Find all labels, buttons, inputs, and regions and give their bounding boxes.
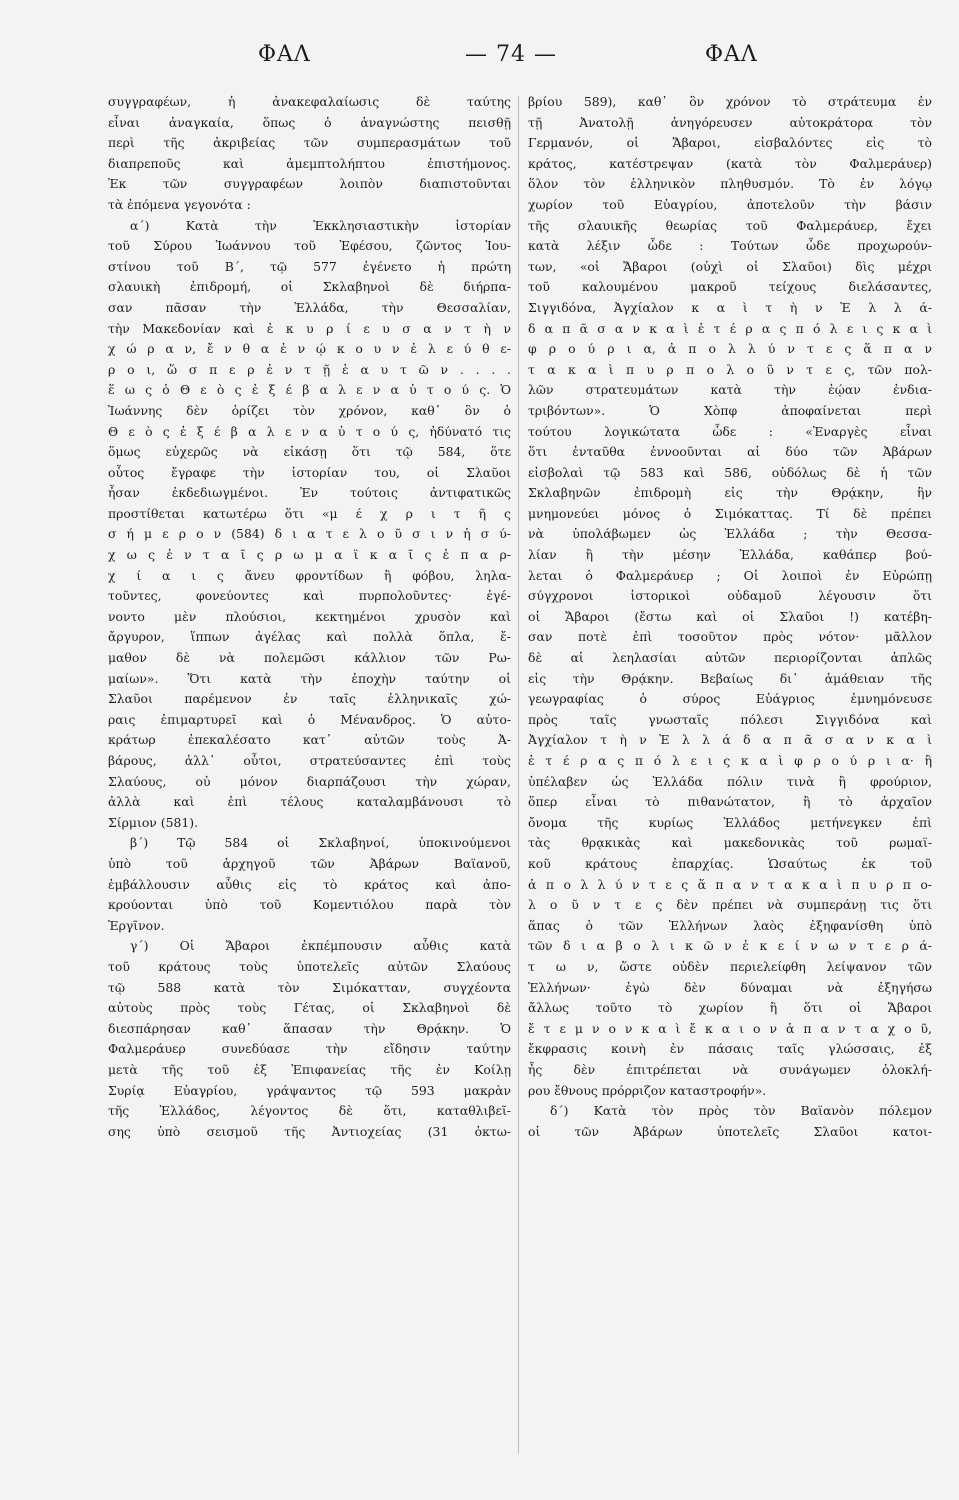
text-line: Ἀγχίαλον τ ὴ ν Ἑ λ λ ά δ α π ᾶ σ α ν κ α ὶ	[528, 732, 932, 748]
text-line: ἔκφρασις κοινὴ ἐν πάσαις ταῖς γλώσσαις, ἐξ	[528, 1041, 932, 1057]
text-line: τ α κ α ὶ π υ ρ π ο λ ο ῦ ν τ ε ς, τῶν πολ-	[528, 361, 932, 377]
text-line: τῶν δ ι α β ο λ ι κ ῶ ν ἐ κ ε ί ν ω ν τ ε ρ ά-	[528, 938, 932, 954]
text-line: δὲ αἱ λεηλασίαι αὐτῶν περιορίζονται ἁπλῶς	[528, 650, 932, 666]
text-line: νὰ ὑπολάβωμεν ὡς Ἑλλάδα ; τὴν Θεσσα-	[528, 526, 932, 542]
text-line: σης ὑπὸ σεισμοῦ τῆς Ἀντιοχείας (31 ὀκτω-	[108, 1123, 511, 1139]
text-line: γεωγραφίας ὁ σύρος Εὐάγριος ἐμνημόνευσε	[528, 691, 932, 707]
text-line: Ἐργῖνον.	[108, 917, 165, 933]
text-line: μνημονεύει μόνος ὁ Σιμόκαττας. Τί δὲ πρέπει	[528, 505, 932, 521]
text-line: σύγχρονοι ἱστορικοὶ οὐδαμοῦ λέγουσιν ὅτι	[528, 588, 932, 604]
text-line: ἅπας ὁ τῶν Ἑλλήνων λαὸς ἐξηφανίσθη ὑπὸ	[528, 917, 932, 933]
text-line: Γερμανόν, οἱ Ἄβαροι, εἰσβαλόντες εἰς τὸ	[528, 135, 932, 151]
header-right-keyword: ΦΑΛ	[705, 42, 758, 67]
text-line: κοῦ κράτους ἐπαρχίας. Ὡσαύτως ἐκ τοῦ	[528, 855, 932, 871]
column-divider	[518, 96, 519, 1454]
text-line: ὑπὸ τοῦ ἀρχηγοῦ τῶν Ἀβάρων Βαϊανοῦ,	[108, 855, 511, 871]
text-line: τ ω ν, ὥστε οὐδὲν περιελείφθη λείψανον τῶν	[528, 958, 932, 974]
text-line: χ ί α ι ς ἄνευ φροντίδων ἢ φόβου, ληλα-	[108, 567, 511, 583]
text-line: ὑπέλαβεν ὡς Ἑλλάδα πόλιν τινὰ ἢ φρούριον,	[528, 773, 932, 789]
text-line: ρου ἔθνους πρόρριζον καταστροφήν».	[528, 1082, 767, 1098]
text-line: Σκλαβηνῶν ἐπιδρομὴ εἰς τὴν Θρᾴκην, ἣν	[528, 485, 932, 501]
text-line: μαίων». Ὅτι κατὰ τὴν ἐποχὴν ταύτην οἱ	[108, 670, 511, 686]
text-line: μετὰ τῆς τοῦ ἐξ Ἐπιφανείας τῆς ἐν Κοίλῃ	[108, 1061, 511, 1077]
text-line: ἐμβάλλουσιν αὖθις εἰς τὸ κράτος καὶ ἀπο-	[108, 876, 511, 892]
text-line: Σλαύους, οὐ μόνον διαρπάζουσι τὴν χώραν,	[108, 773, 511, 789]
text-line: δ΄) Κατὰ τὸν πρὸς τὸν Βαϊανὸν πόλεμον	[550, 1103, 932, 1119]
text-line: ἑ τ έ ρ α ς π ό λ ε ι ς κ α ὶ φ ρ ο ύ ρ ι α· ἢ	[528, 753, 932, 768]
text-line: ἄργυρον, ἵππων ἀγέλας καὶ πολλὰ ὅπλα, ἔ-	[108, 629, 511, 645]
text-line: σαν ποτὲ ἐπὶ τοσοῦτον πρὸς νότον· μᾶλλον	[528, 629, 932, 645]
text-line: τῆς Ἑλλάδος, λέγοντος δὲ ὅτι, καταθλιβεῖ-	[108, 1103, 511, 1119]
text-line: βάρους, ἀλλ᾽ οὗτοι, στρατεύσαντες ἐπὶ τοὺς	[108, 753, 511, 768]
text-line: ἄλλως τοῦτο τὸ χωρίον ἢ ὅτι οἱ Ἄβαροι	[528, 1000, 932, 1016]
text-line: Συρίᾳ Εὐαγρίου, γράψαντος τῷ 593 μακρὰν	[108, 1082, 511, 1098]
text-line: Φαλμεράυερ συνεδύασε τὴν εἴδησιν ταύτην	[108, 1041, 511, 1057]
text-line: τοῦ Σύρου Ἰωάννου τοῦ Ἐφέσου, ζῶντος Ἰου-	[108, 238, 511, 254]
text-line: τοῦντες, φονεύοντες καὶ πυρπολοῦντες· ἐγέ-	[108, 588, 511, 604]
text-line: τούτου λογικώτατα ὧδε : «Ἐναργὲς εἶναι	[528, 423, 932, 439]
text-line: γ΄) Οἱ Ἄβαροι ἐκπέμπουσιν αὖθις κατὰ	[130, 938, 511, 954]
text-line: τὰ ἑπόμενα γεγονότα :	[108, 196, 251, 212]
text-line: τῇ Ἀνατολῇ ἀνηγόρευσεν αὐτοκράτορα τὸν	[528, 114, 932, 130]
text-line: των, «οἱ Ἄβαροι (οὐχὶ οἱ Σλαῦοι) δὶς μέχρι	[528, 258, 932, 274]
text-line: νοντο μὲν πλούσιοι, κεκτημένοι χρυσὸν καὶ	[108, 608, 511, 624]
text-line: τῆς σλαυικῆς θεωρίας τοῦ Φαλμεράυερ, ἔχει	[528, 217, 932, 233]
text-line: β΄) Τῷ 584 οἱ Σκλαβηνοί, ὑποκινούμενοι	[130, 835, 511, 851]
text-line: ἔ τ ε μ ν ο ν κ α ὶ ἔ κ α ι ο ν ἁ π α ν τ α χ ο ῦ,	[528, 1020, 932, 1036]
text-line: ἀλλὰ καὶ ἐπὶ τέλους καταλαμβάνουσι τὸ	[108, 794, 511, 810]
text-line: ραις ἐπιμαρτυρεῖ καὶ ὁ Μένανδρος. Ὁ αὐτο-	[108, 711, 511, 727]
text-line: οἱ Ἄβαροι (ἔστω καὶ οἱ Σλαῦοι !) κατέβη-	[528, 608, 932, 624]
text-line: τὴν Μακεδονίαν καὶ ἐ κ υ ρ ί ε υ σ α ν τ ὴ ν	[108, 320, 511, 336]
text-line: ὅμως εὐχερῶς νὰ εἰκάσῃ ὅτι τῷ 584, ὅτε	[108, 444, 511, 460]
text-line: Σίρμιον (581).	[108, 814, 199, 830]
text-line: Θ ε ὸ ς ἐ ξ έ β α λ ε ν α ὐ τ ο ύ ς, ἠδύνατό τις	[108, 423, 511, 439]
text-line: ἧς δὲν ἐπιτρέπεται νὰ συνάγωμεν ὁλοκλή-	[528, 1061, 932, 1077]
text-line: Ἰωάννης δὲν ὁρίζει τὸν χρόνον, καθ᾽ ὃν ὁ	[108, 402, 511, 418]
text-line: χ ώ ρ α ν, ἔ ν θ α ἐ ν ῴ κ ο υ ν ἐ λ ε ύ θ ε-	[108, 341, 511, 357]
text-line: συγγραφέων, ἡ ἀνακεφαλαίωσις δὲ ταύτης	[108, 94, 511, 109]
text-line: ἕ ω ς ὁ Θ ε ὸ ς ἐ ξ έ β α λ ε ν α ὐ τ ο ύ ς. Ὁ	[108, 382, 511, 398]
text-line: προστίθεται κατωτέρω ὅτι «μ έ χ ρ ι τ ῆ ς	[108, 505, 511, 521]
text-line: αὐτοὺς πρὸς τοὺς Γέτας, οἱ Σκλαβηνοὶ δὲ	[108, 1000, 511, 1016]
left-text-column	[108, 92, 511, 1142]
text-line: κατὰ λέξιν ὧδε : Τούτων ὧδε προχωρούν-	[528, 238, 932, 254]
text-line: ρ ο ι, ὥ σ π ε ρ ἐ ν τ ῇ ἑ α υ τ ῶ ν . . . .	[108, 361, 511, 377]
text-line: λεται ὁ Φαλμεράυερ ; Οἱ λοιποὶ ἐν Εὐρώπῃ	[528, 567, 932, 583]
text-line: εἶναι ἀναγκαία, ὅπως ὁ ἀναγνώστης πεισθῇ	[108, 114, 511, 130]
text-line: σ ή μ ε ρ ο ν (584) δ ι α τ ε λ ο ῦ σ ι ν ἡ σ ύ-	[108, 526, 511, 542]
text-line: Σιγγιδόνα, Ἀγχίαλον κ α ὶ τ ὴ ν Ἑ λ λ ά-	[528, 299, 932, 315]
page-number: — 74 —	[465, 42, 557, 67]
text-line: εἰσβολαὶ τῷ 583 καὶ 586, οὐδόλως δὲ ἡ τῶν	[528, 464, 932, 480]
text-line: διεσπάρησαν καθ᾽ ἅπασαν τὴν Θρᾴκην. Ὁ	[108, 1020, 511, 1036]
text-line: τὰς θρᾳκικὰς καὶ μακεδονικὰς τοῦ ρωμαϊ-	[528, 835, 932, 851]
text-line: κράτωρ ἐπεκαλέσατο κατ᾽ αὐτῶν τοὺς Ἀ-	[108, 732, 511, 748]
text-line: Σλαῦοι παρέμενον ἐν ταῖς ἑλληνικαῖς χώ-	[108, 691, 511, 707]
text-line: διαπρεποῦς καὶ ἀμεμπτολήπτου ἐπιστήμονος.	[108, 155, 511, 171]
text-line: τοῦ καλουμένου μακροῦ τείχους διελάσαντες,	[528, 279, 932, 295]
text-line: πρὸς ταῖς γνωσταῖς πόλεσι Σιγγιδόνα καὶ	[528, 711, 932, 727]
text-line: στίνου τοῦ Β΄, τῷ 577 ἐγένετο ἡ πρώτη	[108, 258, 511, 274]
text-line: τοῦ κράτους τοὺς ὑποτελεῖς αὐτῶν Σλαύους	[108, 958, 511, 974]
right-text-column	[528, 92, 932, 1142]
text-line: ὅτι ἐνταῦθα ἐννοοῦνται αἱ δύο τῶν Ἀβάρων	[528, 444, 932, 460]
header-left-keyword: ΦΑΛ	[258, 42, 311, 67]
text-line: φ ρ ο ύ ρ ι α, ἀ π ο λ λ ύ ν τ ε ς ἅ π α ν	[528, 341, 932, 357]
text-line: οἱ τῶν Ἀβάρων ὑποτελεῖς Σλαῦοι κατοι-	[528, 1123, 932, 1139]
text-line: περὶ τῆς ἀκριβείας τῶν συμπερασμάτων τοῦ	[108, 135, 511, 151]
text-line: λ ο ῦ ν τ ε ς δὲν πρέπει νὰ συμπεράνῃ τις ὅτι	[528, 897, 932, 913]
text-line: χωρίον τοῦ Εὐαγρίου, ἀποτελοῦν τὴν βάσιν	[528, 196, 932, 212]
text-line: οὗτος ἔγραφε τὴν ἱστορίαν του, οἱ Σλαῦοι	[108, 464, 511, 480]
text-line: α΄) Κατὰ τὴν Ἐκκλησιαστικὴν ἱστορίαν	[130, 217, 511, 233]
text-line: τῷ 588 κατὰ τὸν Σιμόκατταν, συγχέοντα	[108, 979, 511, 995]
text-line: κρούονται ὑπὸ τοῦ Κομεντιόλου παρὰ τὸν	[108, 897, 511, 913]
text-line: χ ω ς ἐ ν τ α ῖ ς ρ ω μ α ϊ κ α ῖ ς ἐ π α ρ-	[108, 547, 511, 563]
text-line: σαν πᾶσαν τὴν Ἑλλάδα, τὴν Θεσσαλίαν,	[108, 299, 511, 315]
text-line: ὅπερ εἶναι τὸ πιθανώτατον, ἢ τὸ ἀρχαῖον	[528, 794, 932, 810]
text-line: μαθον δὲ νὰ πολεμῶσι κάλλιον τῶν Ρω-	[108, 650, 511, 666]
text-line: Ἑλλήνων· ἐγὼ δὲν δύναμαι νὰ ἐξηγήσω	[528, 979, 932, 995]
text-line: δ α π ᾶ σ α ν κ α ὶ ἑ τ έ ρ α ς π ό λ ε ι ς κ α ὶ	[528, 320, 932, 336]
text-line: Ἐκ τῶν συγγραφέων λοιπὸν διαπιστοῦνται	[108, 176, 511, 192]
text-line: ὄνομα τῆς κυρίως Ἑλλάδος μετήνεγκεν ἐπὶ	[528, 814, 932, 830]
text-line: ἀ π ο λ λ ύ ν τ ε ς ἅ π α ν τ α κ α ὶ π υ ρ π ο-	[528, 876, 932, 892]
text-line: σλαυικὴ ἐπιδρομή, οἱ Σκλαβηνοὶ δὲ διήρπα-	[108, 279, 511, 295]
text-line: λίαν ἢ τὴν μέσην Ἑλλάδα, καθάπερ βού-	[528, 547, 932, 563]
text-line: κράτος, κατέστρεψαν (κατὰ τὸν Φαλμεράυερ)	[528, 155, 932, 171]
text-line: εἰς τὴν Θρᾴκην. Βεβαίως δι᾽ ἀμάθειαν τῆς	[528, 670, 932, 686]
text-line: τριβόντων». Ὁ Χὸπφ ἀποφαίνεται περὶ	[528, 402, 932, 418]
text-line: ἦσαν ἐκδεδιωγμένοι. Ἐν τούτοις ἀντιφατικῶς	[108, 485, 511, 501]
text-line: βρίου 589), καθ᾽ ὃν χρόνον τὸ στράτευμα ἐν	[528, 94, 932, 109]
text-line: ὅλον τὸν ἑλληνικὸν πληθυσμόν. Τὸ ἐν λόγῳ	[528, 176, 932, 192]
text-line: λῶν στρατευμάτων κατὰ τὴν ἑῴαν ἐνδια-	[528, 382, 932, 398]
page-header	[0, 42, 959, 82]
